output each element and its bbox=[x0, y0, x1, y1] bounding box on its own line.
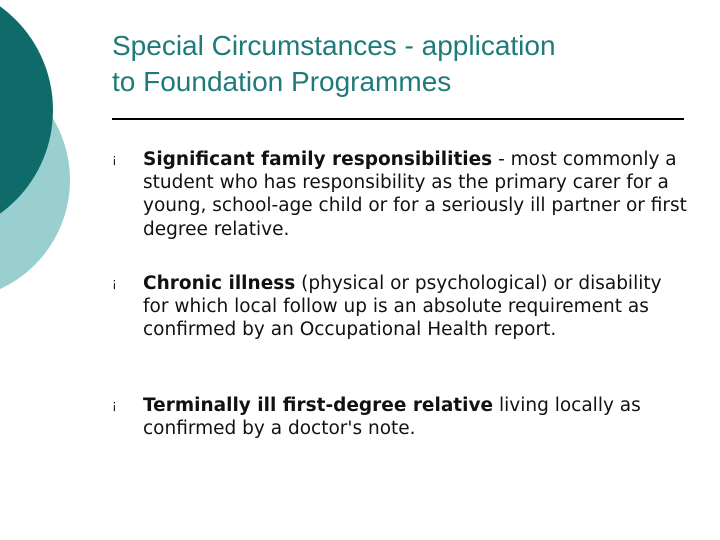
bullet-text bbox=[143, 272, 688, 342]
bullet-body-text: living locally as confirmed by a doctor's note. bbox=[143, 395, 641, 440]
bullet-marker-icon: ¡ bbox=[112, 152, 117, 166]
bullet-marker-icon: ¡ bbox=[112, 398, 117, 412]
bullet-bold-text: Terminally ill first-degree relative bbox=[143, 395, 494, 416]
decorative-circles bbox=[0, 0, 90, 300]
slide-title-line-1: Special Circumstances - application bbox=[112, 30, 556, 61]
bullet-text bbox=[143, 394, 688, 440]
slide-title bbox=[112, 28, 692, 100]
slide-title-line-2: to Foundation Programmes bbox=[112, 66, 452, 97]
title-divider bbox=[112, 118, 684, 120]
bullet-body-text: - most commonly a student who has responsibility as the primary carer for a young, school-age child or for a seriously ill partner or first degree relative. bbox=[143, 149, 687, 240]
bullet-body-text: (physical or psychological) or disability for which local follow up is an absolute requirement as confirmed by an Occupational Health report. bbox=[143, 273, 662, 341]
bullet-bold-text: Chronic illness bbox=[143, 273, 296, 294]
bullet-text bbox=[143, 148, 688, 241]
bullet-bold-text: Significant family responsibilities bbox=[143, 149, 493, 170]
bullet-marker-icon: ¡ bbox=[112, 276, 117, 290]
